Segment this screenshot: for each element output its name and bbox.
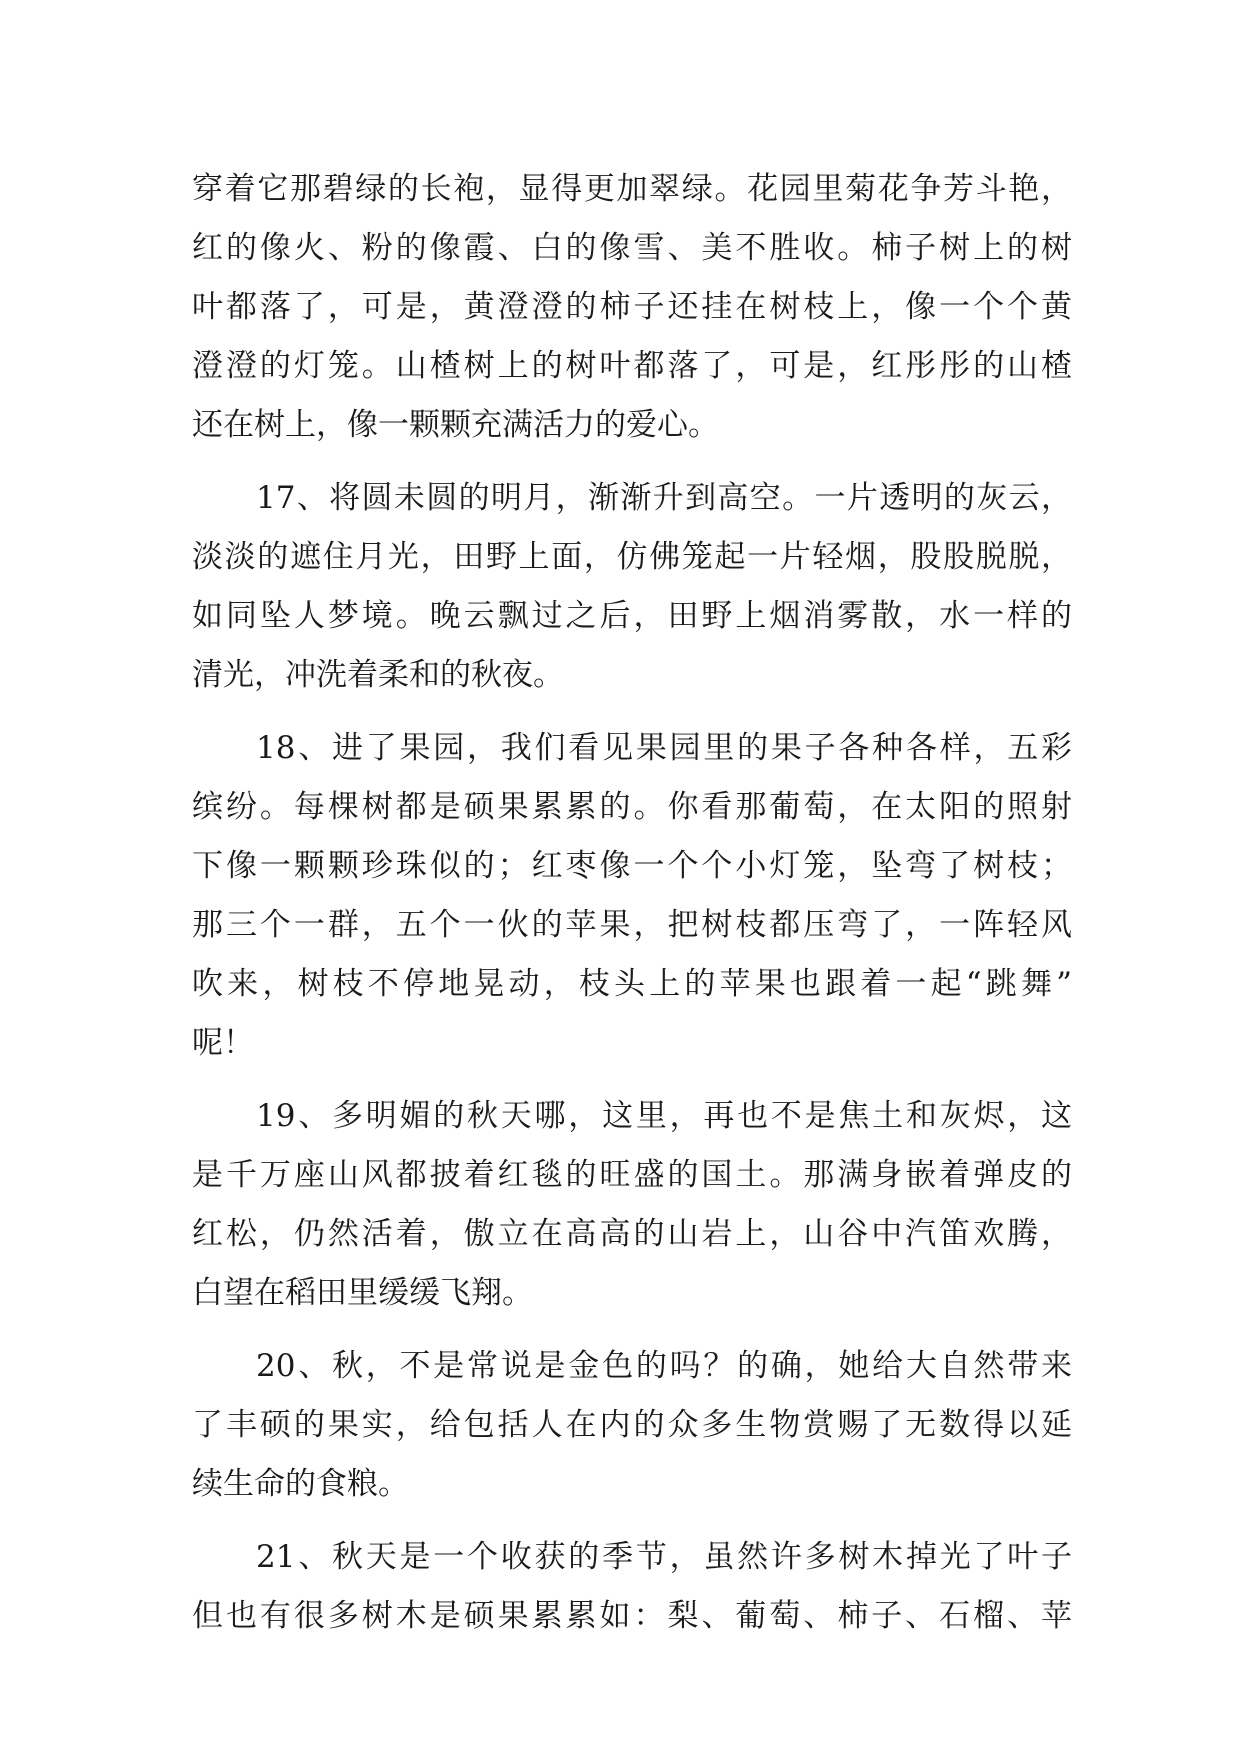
paragraph-gap bbox=[192, 1323, 1072, 1337]
text-line: 淡淡的遮住月光，田野上面，仿佛笼起一片轻烟，股股脱脱， bbox=[192, 539, 1072, 575]
text-line: 但也有很多树木是硕果累累如：梨、葡萄、柿子、石榴、苹 bbox=[192, 1598, 1072, 1634]
text-line: 清光，冲洗着柔和的秋夜。 bbox=[192, 657, 564, 693]
text-line: 白望在稻田里缓缓飞翔。 bbox=[192, 1275, 533, 1311]
text-line: 缤纷。每棵树都是硕果累累的。你看那葡萄，在太阳的照射 bbox=[192, 789, 1072, 825]
paragraph-gap bbox=[192, 1514, 1072, 1528]
text-line: 吹来，树枝不停地晃动，枝头上的苹果也跟着一起“跳舞” bbox=[192, 966, 1072, 1002]
text-line: 21、秋天是一个收获的季节，虽然许多树木掉光了叶子 bbox=[256, 1539, 1072, 1575]
text-line: 19、多明媚的秋天哪，这里，再也不是焦土和灰烬，这 bbox=[256, 1098, 1072, 1134]
text-line: 还在树上，像一颗颗充满活力的爱心。 bbox=[192, 407, 719, 443]
text-line: 呢！ bbox=[192, 1025, 254, 1061]
document-body bbox=[192, 160, 1072, 1646]
text-line: 澄澄的灯笼。山楂树上的树叶都落了，可是，红彤彤的山楂 bbox=[192, 348, 1072, 384]
text-line: 18、进了果园，我们看见果园里的果子各种各样，五彩 bbox=[256, 730, 1072, 766]
text-line: 20、秋，不是常说是金色的吗？的确，她给大自然带来 bbox=[256, 1348, 1072, 1384]
text-line: 如同坠人梦境。晚云飘过之后，田野上烟消雾散，水一样的 bbox=[192, 598, 1072, 634]
text-line: 红松，仍然活着，傲立在高高的山岩上，山谷中汽笛欢腾， bbox=[192, 1216, 1072, 1252]
text-line: 是千万座山风都披着红毯的旺盛的国土。那满身嵌着弹皮的 bbox=[192, 1157, 1072, 1193]
text-line: 那三个一群，五个一伙的苹果，把树枝都压弯了，一阵轻风 bbox=[192, 907, 1072, 943]
text-line: 续生命的食粮。 bbox=[192, 1466, 409, 1502]
paragraph-gap bbox=[192, 705, 1072, 719]
paragraph-gap bbox=[192, 1073, 1072, 1087]
text-line: 下像一颗颗珍珠似的；红枣像一个个小灯笼，坠弯了树枝； bbox=[192, 848, 1072, 884]
paragraph-gap bbox=[192, 455, 1072, 469]
text-line: 叶都落了，可是，黄澄澄的柿子还挂在树枝上，像一个个黄 bbox=[192, 289, 1072, 325]
text-line: 17、将圆未圆的明月，渐渐升到高空。一片透明的灰云， bbox=[256, 480, 1072, 516]
text-line: 红的像火、粉的像霞、白的像雪、美不胜收。柿子树上的树 bbox=[192, 230, 1072, 266]
text-line: 了丰硕的果实，给包括人在内的众多生物赏赐了无数得以延 bbox=[192, 1407, 1072, 1443]
text-line: 穿着它那碧绿的长袍，显得更加翠绿。花园里菊花争芳斗艳， bbox=[192, 171, 1072, 207]
